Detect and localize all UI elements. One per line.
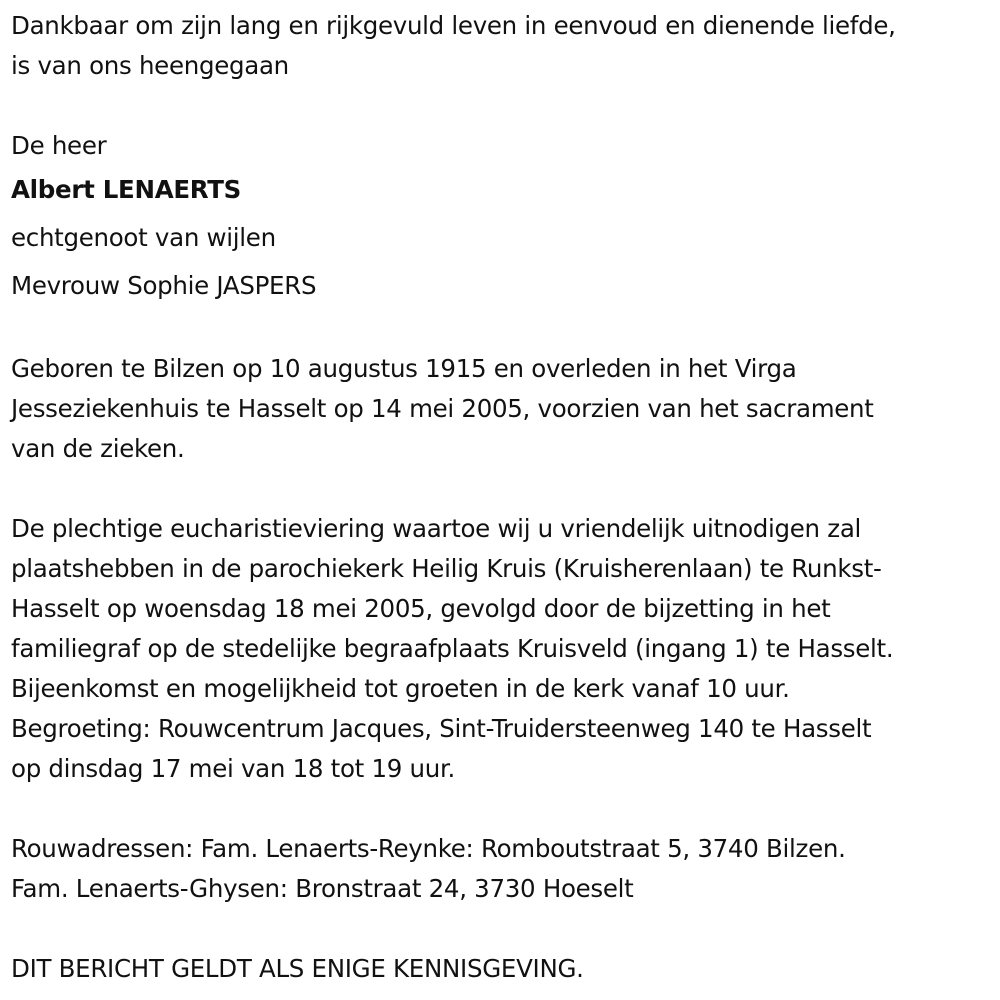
birth-death-line: Jesseziekenhuis te Hasselt op 14 mei 2005, voorzien van het sacrament bbox=[11, 394, 874, 423]
death-notice bbox=[11, 6, 996, 989]
ceremony-line: De plechtige eucharistieviering waartoe wij u vriendelijk uitnodigen zal bbox=[11, 514, 862, 543]
paragraph-spacer bbox=[11, 86, 996, 126]
person-relation: echtgenoot van wijlen bbox=[11, 223, 276, 252]
spouse-name: Mevrouw Sophie JASPERS bbox=[11, 271, 317, 300]
ceremony-paragraph bbox=[11, 509, 996, 789]
person-title: De heer bbox=[11, 131, 107, 160]
paragraph-spacer bbox=[11, 909, 996, 949]
ceremony-line: Begroeting: Rouwcentrum Jacques, Sint-Truidersteenweg 140 te Hasselt bbox=[11, 714, 872, 743]
birth-death-line: van de zieken. bbox=[11, 434, 185, 463]
footer-notice: DIT BERICHT GELDT ALS ENIGE KENNISGEVING. bbox=[11, 954, 584, 983]
intro-line: Dankbaar om zijn lang en rijkgevuld leven in eenvoud en dienende liefde, bbox=[11, 11, 896, 40]
addresses-paragraph bbox=[11, 829, 996, 909]
ceremony-line: Hasselt op woensdag 18 mei 2005, gevolgd door de bijzetting in het bbox=[11, 594, 831, 623]
paragraph-spacer bbox=[11, 789, 996, 829]
person-name: Albert LENAERTS bbox=[11, 175, 242, 204]
paragraph-spacer bbox=[11, 469, 996, 509]
birth-death-paragraph bbox=[11, 349, 996, 469]
person-block bbox=[11, 126, 996, 310]
ceremony-line: familiegraf op de stedelijke begraafplaats Kruisveld (ingang 1) te Hasselt. bbox=[11, 634, 894, 663]
footer-notice-block bbox=[11, 949, 996, 989]
intro-line: is van ons heengegaan bbox=[11, 51, 289, 80]
ceremony-line: op dinsdag 17 mei van 18 tot 19 uur. bbox=[11, 754, 455, 783]
address-line: Fam. Lenaerts-Ghysen: Bronstraat 24, 3730 Hoeselt bbox=[11, 874, 634, 903]
ceremony-line: plaatshebben in de parochiekerk Heilig Kruis (Kruisherenlaan) te Runkst- bbox=[11, 554, 882, 583]
intro-paragraph bbox=[11, 6, 996, 86]
ceremony-line: Bijeenkomst en mogelijkheid tot groeten in de kerk vanaf 10 uur. bbox=[11, 674, 790, 703]
address-line: Rouwadressen: Fam. Lenaerts-Reynke: Romboutstraat 5, 3740 Bilzen. bbox=[11, 834, 846, 863]
paragraph-spacer bbox=[11, 310, 996, 349]
birth-death-line: Geboren te Bilzen op 10 augustus 1915 en overleden in het Virga bbox=[11, 354, 797, 383]
